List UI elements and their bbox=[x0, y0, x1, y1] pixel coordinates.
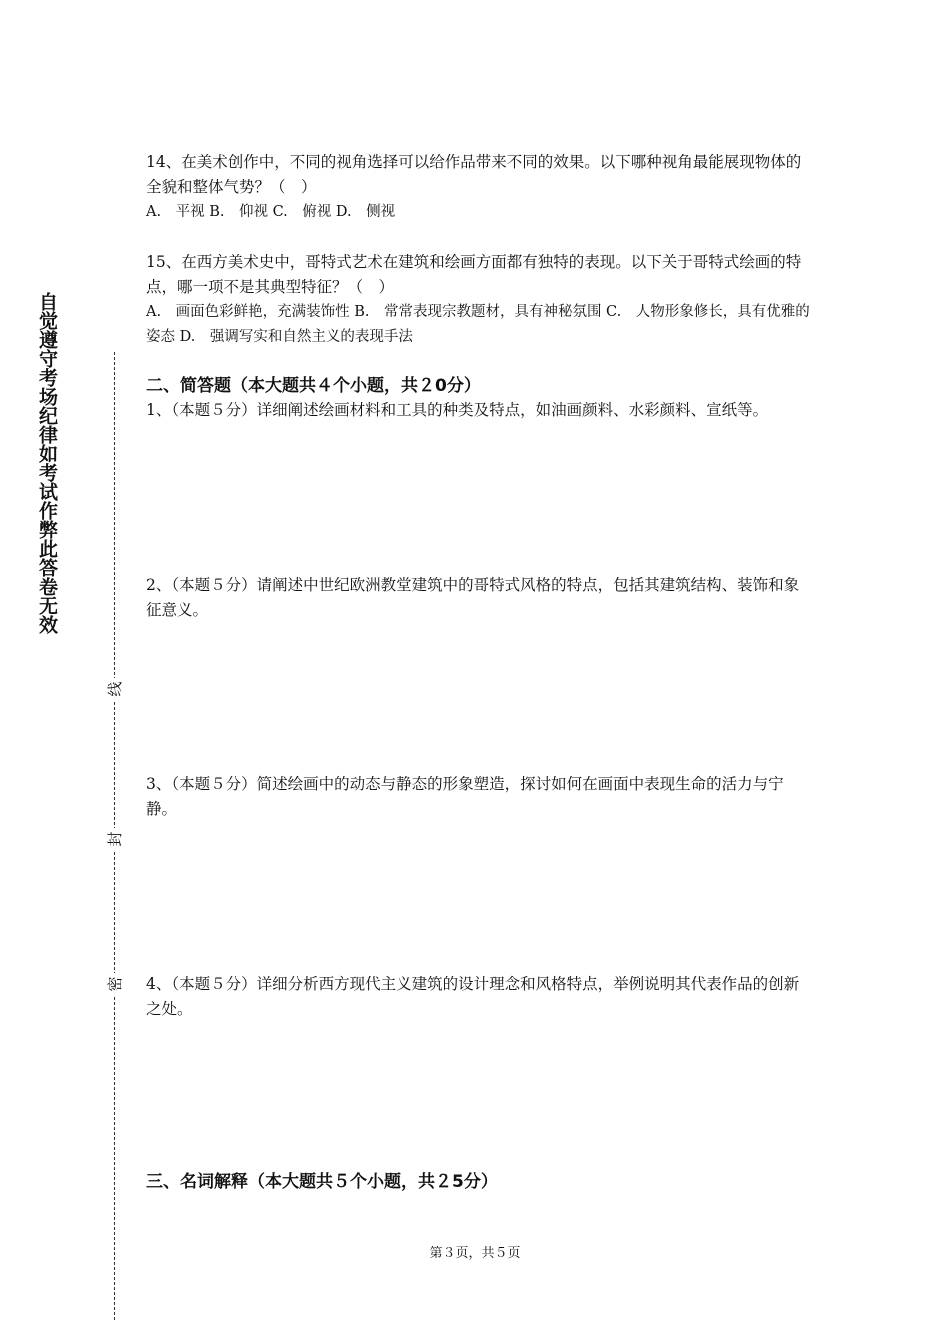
question-options: A. 平视 B. 仰视 C. 俯视 D. 侧视 bbox=[146, 204, 396, 220]
question-stem: 4、（本题５分）详细分析西方现代主义建筑的设计理念和风格特点，举例说明其代表作品的创新之处。 bbox=[146, 975, 800, 1018]
short-answer-question-2 bbox=[146, 573, 810, 623]
binding-mark-line: 线 bbox=[106, 678, 124, 700]
question-stem: 3、（本题５分）简述绘画中的动态与静态的形象塑造，探讨如何在画面中表现生命的活力与宁静。 bbox=[146, 775, 784, 818]
binding-mark-seal: 封 bbox=[106, 828, 124, 850]
page-number: 第３页，共５页 bbox=[429, 1246, 521, 1261]
question-stem: 14、在美术创作中，不同的视角选择可以给作品带来不同的效果。以下哪种视角最能展现物体的全貌和整体气势？（ ） bbox=[146, 153, 802, 196]
question-15 bbox=[146, 250, 810, 350]
section-title-short-answer: 二、简答题（本大题共４个小题，共２0分） bbox=[146, 376, 481, 396]
short-answer-question-1 bbox=[146, 398, 810, 423]
question-stem: 15、在西方美术史中，哥特式艺术在建筑和绘画方面都有独特的表现。以下关于哥特式绘画的特点，哪一项不是其典型特征？（ ） bbox=[146, 253, 802, 296]
exam-discipline-notice: 自觉遵守考场纪律如考试作弊此答卷无效 bbox=[36, 292, 58, 634]
question-14 bbox=[146, 150, 810, 225]
section-title-term-definitions: 三、名词解释（本大题共５个小题，共２5分） bbox=[146, 1172, 498, 1192]
short-answer-question-3 bbox=[146, 772, 810, 822]
question-stem: 2、（本题５分）请阐述中世纪欧洲教堂建筑中的哥特式风格的特点，包括其建筑结构、装饰和象征意义。 bbox=[146, 576, 800, 619]
short-answer-question-4 bbox=[146, 972, 810, 1022]
question-options: A. 画面色彩鲜艳，充满装饰性 B. 常常表现宗教题材，具有神秘氛围 C. 人物形象修长，具有优雅的姿态 D. 强调写实和自然主义的表现手法 bbox=[146, 304, 810, 345]
question-stem: 1、（本题５分）详细阐述绘画材料和工具的种类及特点，如油画颜料、水彩颜料、宣纸等。 bbox=[146, 401, 769, 419]
binding-mark-secret: 密 bbox=[106, 973, 124, 995]
